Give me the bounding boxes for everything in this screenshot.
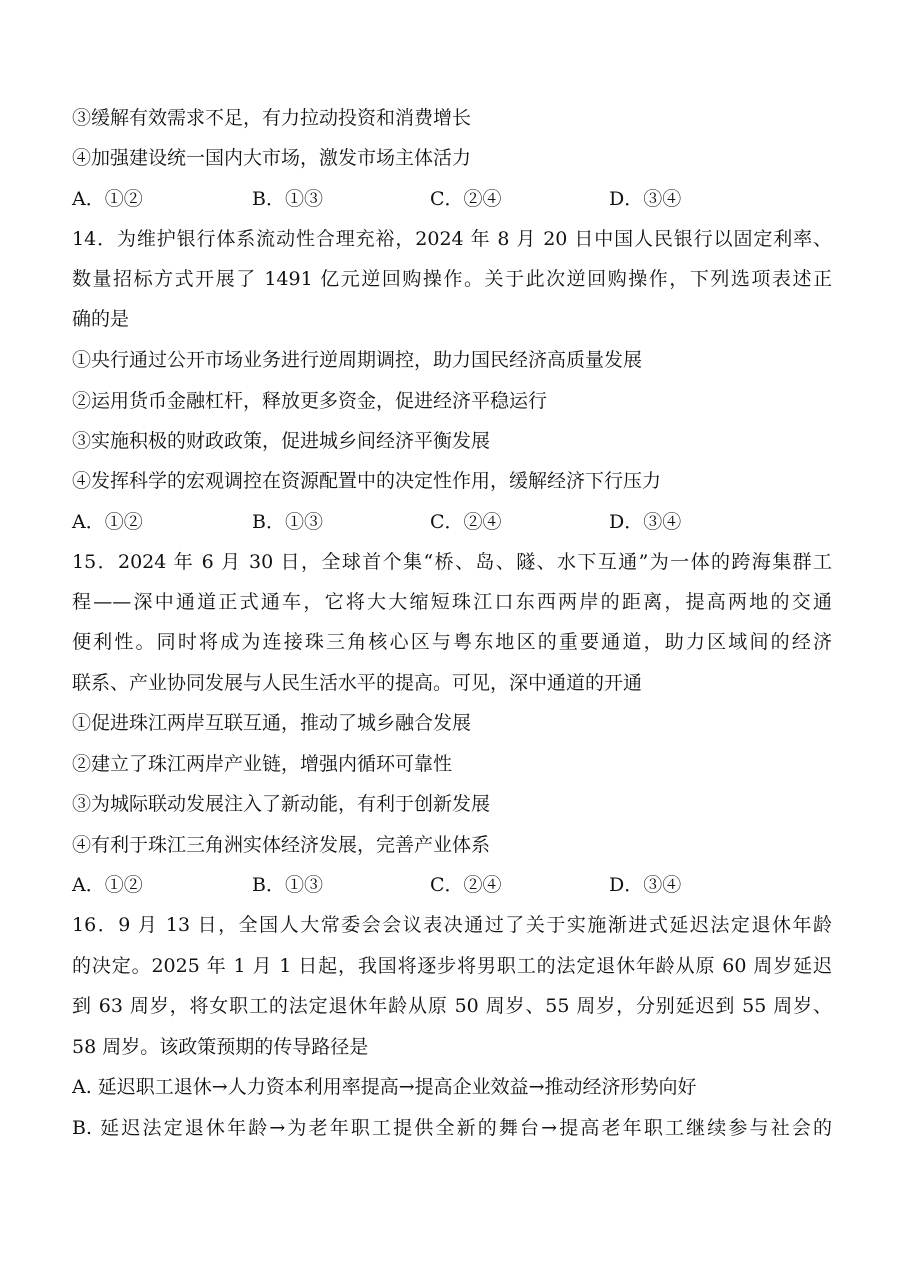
q14-options <box>72 510 832 534</box>
q14-item-1: ①央行通过公开市场业务进行逆周期调控，助力国民经济高质量发展 <box>72 349 643 371</box>
q16-stem-line-1: 16．9 月 13 日，全国人大常委会会议表决通过了关于实施渐进式延迟法定退休年龄 <box>72 914 832 936</box>
q15-item-4: ④有利于珠江三角洲实体经济发展，完善产业体系 <box>72 834 491 856</box>
q15-stem-line-2: 程——深中通道正式通车，它将大大缩短珠江口东西两岸的距离，提高两地的交通 <box>72 591 832 613</box>
q15-stem-line-1: 15．2024 年 6 月 30 日，全球首个集“桥、岛、隧、水下互通”为一体的跨海集群工 <box>72 551 832 573</box>
q15-item-3: ③为城际联动发展注入了新动能，有利于创新发展 <box>72 793 491 815</box>
q13-item-3: ③缓解有效需求不足，有力拉动投资和消费增长 <box>72 107 472 129</box>
q13-option-c: C．②④ <box>430 188 502 210</box>
q14-stem-line-1: 14．为维护银行体系流动性合理充裕，2024 年 8 月 20 日中国人民银行以固定利率、 <box>72 228 832 250</box>
q14-item-2: ②运用货币金融杠杆，释放更多资金，促进经济平稳运行 <box>72 390 548 412</box>
q15-item-1: ①促进珠江两岸互联互通，推动了城乡融合发展 <box>72 712 472 734</box>
q15-stem-line-4: 联系、产业协同发展与人民生活水平的提高。可见，深中通道的开通 <box>72 672 643 694</box>
q16-stem-line-3: 到 63 周岁，将女职工的法定退休年龄从原 50 周岁、55 周岁，分别延迟到 55 周岁、 <box>72 995 832 1017</box>
q14-item-3: ③实施积极的财政政策，促进城乡间经济平衡发展 <box>72 430 491 452</box>
q13-item-4: ④加强建设统一国内大市场，激发市场主体活力 <box>72 147 472 169</box>
q15-item-2: ②建立了珠江两岸产业链，增强内循环可靠性 <box>72 753 453 775</box>
q14-option-d: D．③④ <box>609 511 682 533</box>
q15-option-b: B．①③ <box>252 874 323 896</box>
q15-stem-line-3: 便利性。同时将成为连接珠三角核心区与粤东地区的重要通道，助力区域间的经济 <box>72 631 832 653</box>
q14-stem-line-3: 确的是 <box>72 308 130 330</box>
q15-option-a: A．①② <box>72 874 143 896</box>
q14-option-c: C．②④ <box>430 511 502 533</box>
q13-option-d: D．③④ <box>609 188 682 210</box>
q14-stem-line-2: 数量招标方式开展了 1491 亿元逆回购操作。关于此次逆回购操作，下列选项表述正 <box>72 268 832 290</box>
q16-stem-line-4: 58 周岁。该政策预期的传导路径是 <box>72 1036 369 1058</box>
q15-options <box>72 873 832 897</box>
q16-choice-b: B. 延迟法定退休年龄→为老年职工提供全新的舞台→提高老年职工继续参与社会的 <box>72 1117 832 1139</box>
q15-option-c: C．②④ <box>430 874 502 896</box>
q13-option-b: B．①③ <box>252 188 323 210</box>
q13-options <box>72 187 832 211</box>
q16-stem-line-2: 的决定。2025 年 1 月 1 日起，我国将逐步将男职工的法定退休年龄从原 60 周岁延迟 <box>72 955 832 977</box>
q13-option-a: A．①② <box>72 188 143 210</box>
q14-option-b: B．①③ <box>252 511 323 533</box>
q14-option-a: A．①② <box>72 511 143 533</box>
q16-choice-a: A. 延迟职工退休→人力资本利用率提高→提高企业效益→推动经济形势向好 <box>72 1076 697 1098</box>
q14-item-4: ④发挥科学的宏观调控在资源配置中的决定性作用，缓解经济下行压力 <box>72 470 662 492</box>
q15-option-d: D．③④ <box>609 874 682 896</box>
